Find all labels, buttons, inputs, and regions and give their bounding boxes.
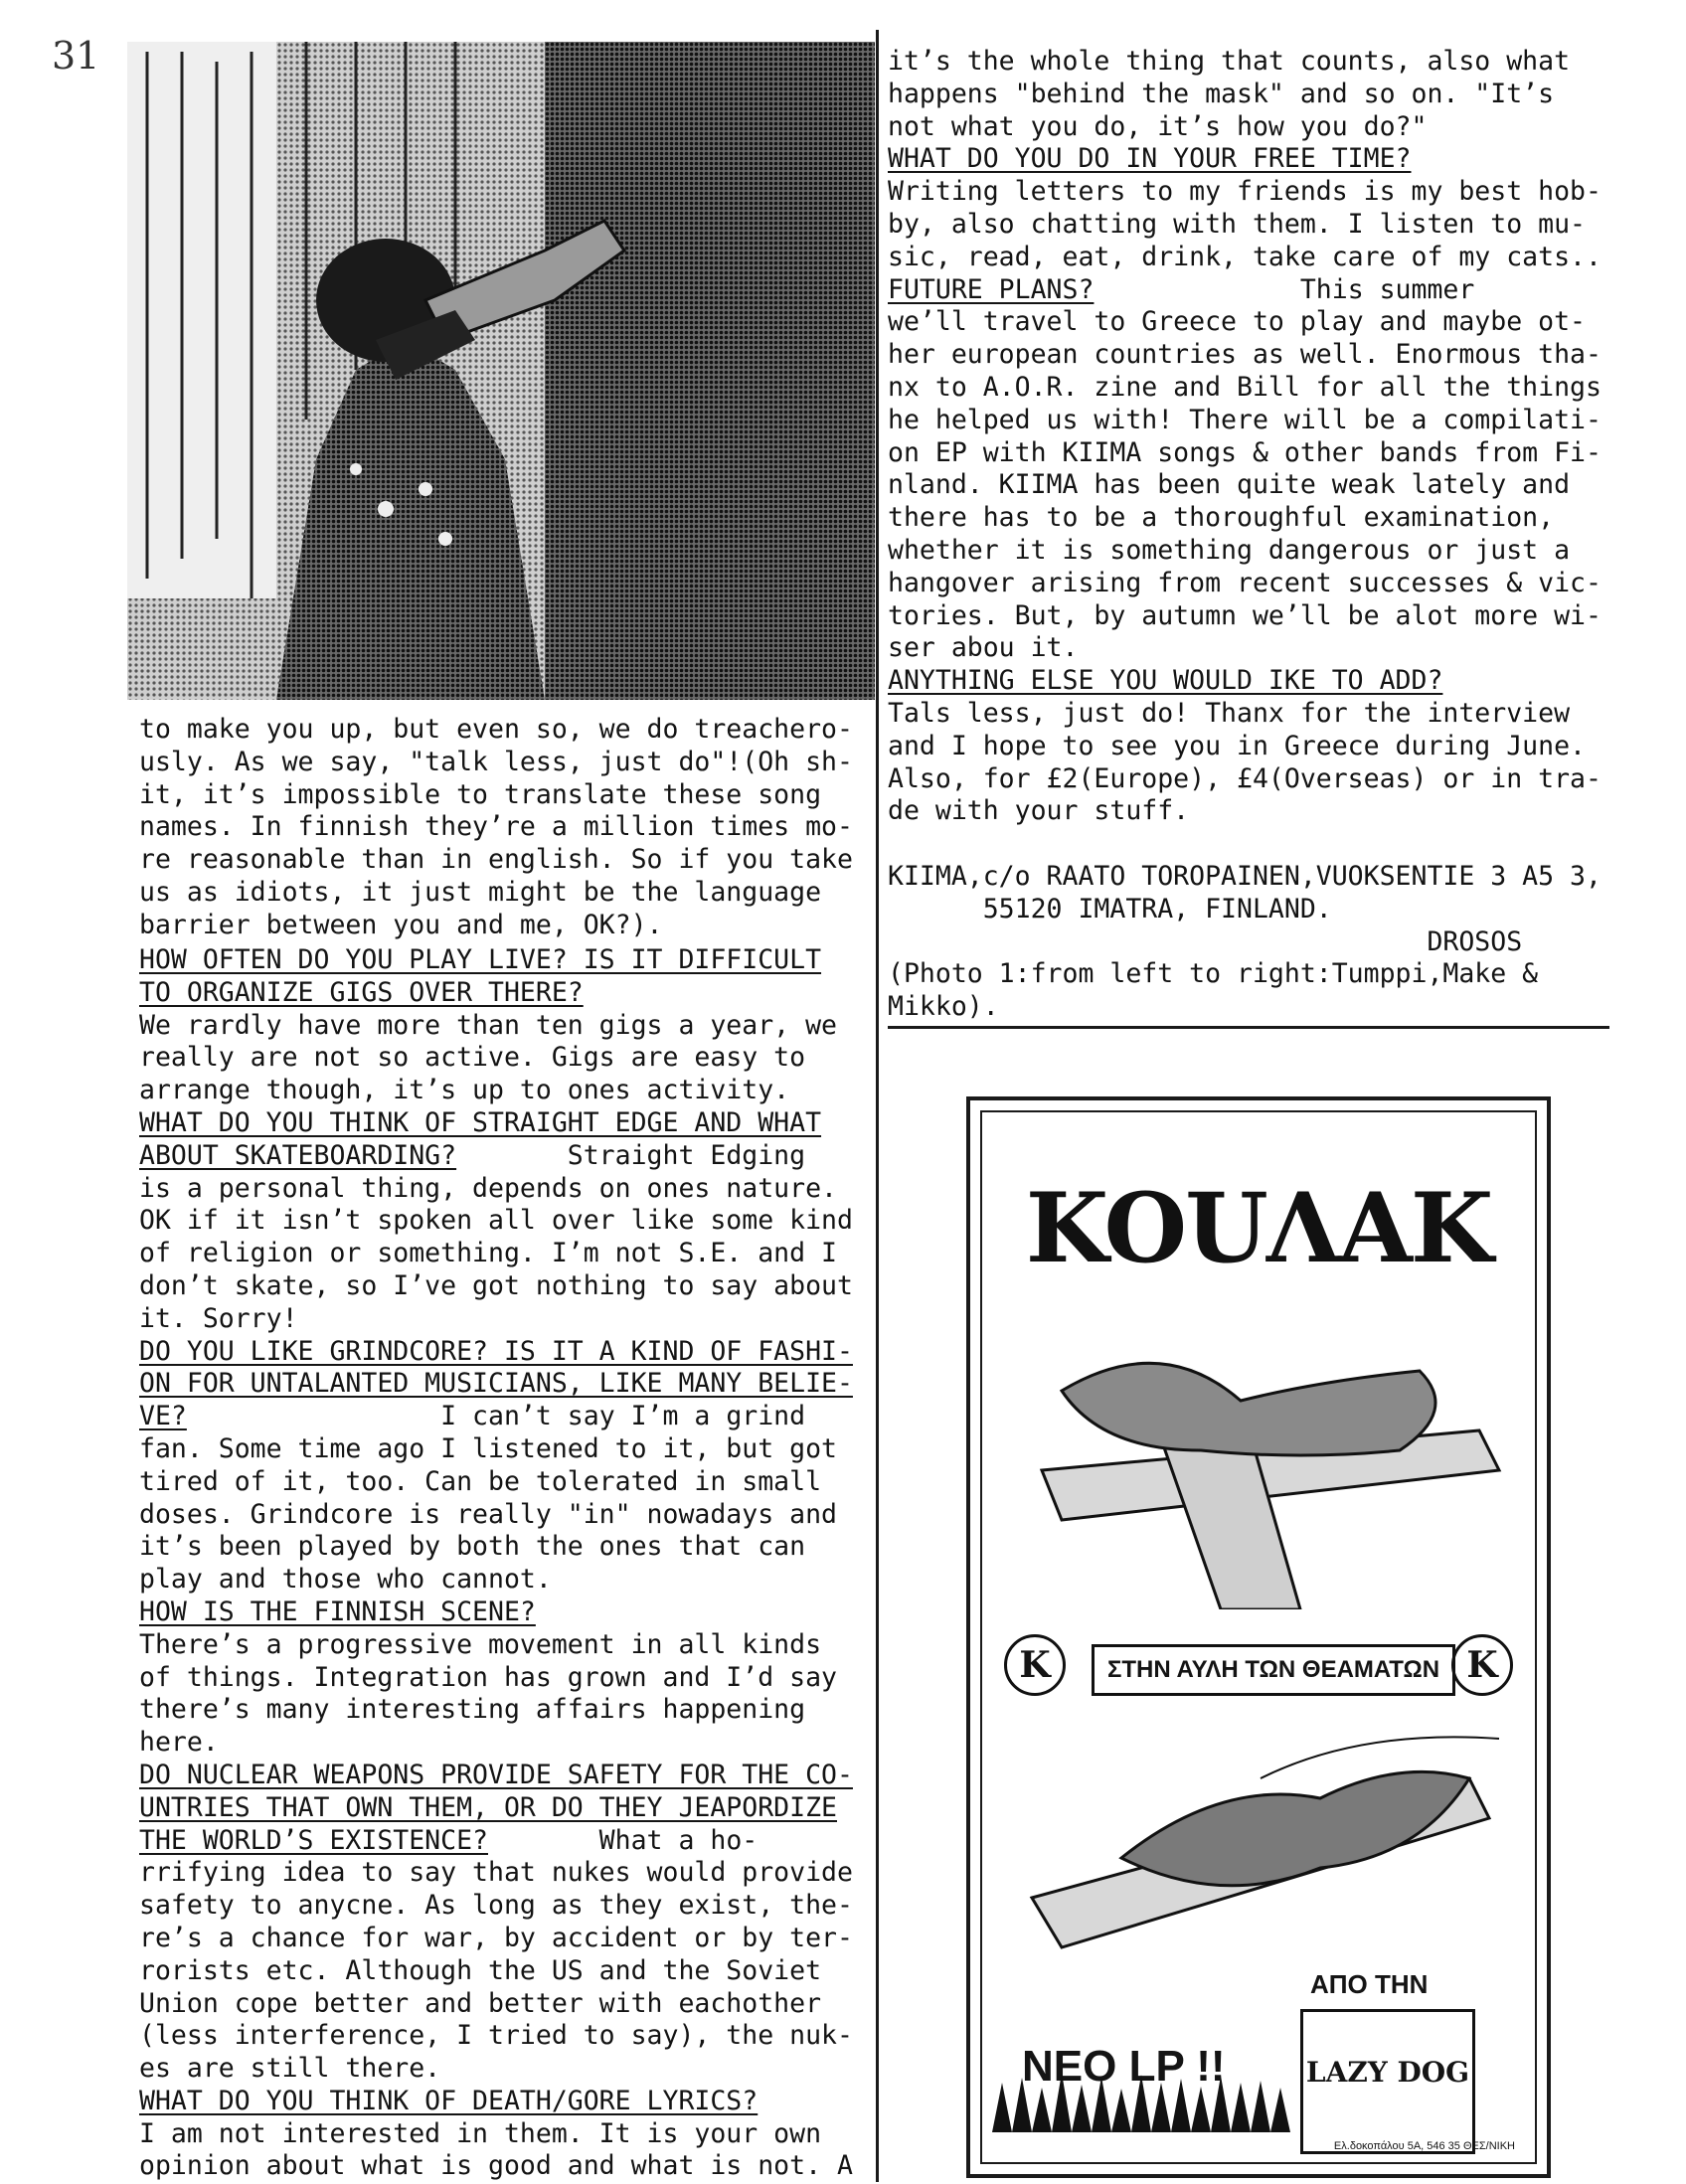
question-line [139, 977, 853, 1010]
question-text: VE? [139, 1401, 187, 1432]
answer-text: there’s many interesting affairs happening [139, 1694, 806, 1726]
answer-line [139, 1662, 853, 1695]
lazy-dog-logo [1300, 2009, 1475, 2154]
question-line [139, 1140, 853, 1173]
ad-address: Ελ.δοκοπάλου 5Α, 546 35 ΘΕΣ/ΝΙΚΗ [1333, 2140, 1515, 2152]
answer-line [888, 763, 1602, 796]
k-emblem-right: K [1451, 1634, 1513, 1696]
question-line [888, 665, 1602, 698]
right-column-interview-text [888, 46, 1602, 1024]
answer-line [888, 405, 1602, 437]
question-line [139, 1107, 853, 1140]
answer-line [139, 1075, 853, 1107]
section-divider [888, 1026, 1609, 1029]
answer-text: arrange though, it’s up to ones activity. [139, 1075, 790, 1106]
question-text: HOW OFTEN DO YOU PLAY LIVE? IS IT DIFFICULT [139, 944, 822, 975]
answer-line [888, 632, 1602, 665]
answer-line [888, 469, 1602, 502]
text-line: it, it’s impossible to translate these song [139, 778, 822, 810]
ad-caption: ΣΤΗΝ ΑΥΛΗ ΤΩΝ ΘΕΑΜΑΤΩΝ [1092, 1644, 1455, 1696]
question-line [139, 1401, 853, 1433]
answer-text: on EP with KIIMA songs & other bands from Fi- [888, 436, 1602, 468]
left-column-top-text [139, 714, 853, 942]
answer-text: of religion or something. I’m not S.E. and I [139, 1238, 837, 1269]
answer-text: DROSOS [888, 925, 1523, 957]
answer-text: it. Sorry! [139, 1302, 298, 1334]
answer-line [139, 1499, 853, 1532]
answer-text: here. [139, 1727, 219, 1759]
page-number: 31 [52, 34, 100, 78]
answer-text: nx to A.O.R. zine and Bill for all the things [888, 371, 1602, 403]
text-line: names. In finnish they’re a million times mo- [139, 811, 853, 843]
answer-line [888, 926, 1602, 959]
answer-line [139, 1531, 853, 1564]
answer-line [139, 2020, 853, 2053]
answer-text: Mikko). [888, 991, 999, 1023]
ad-new-lp-text: NEO LP !! [1022, 2042, 1226, 2091]
answer-text: Writing letters to my friends is my best hob- [888, 176, 1602, 208]
question-text: ABOUT SKATEBOARDING? [139, 1139, 457, 1171]
answer-text: sic, read, eat, drink, take care of my cats.. [888, 241, 1602, 272]
question-line [139, 1760, 853, 1792]
answer-text: really are not so active. Gigs are easy to [139, 1042, 806, 1074]
figure-on-cross-illustration [1002, 1719, 1529, 1977]
answer-text: rrifying idea to say that nukes would provide [139, 1857, 853, 1889]
koulak-logo: KOUΛAK [1025, 1172, 1492, 1284]
answer-text: What a ho- [488, 1824, 759, 1856]
answer-text: Straight Edging [456, 1139, 806, 1171]
answer-line [139, 1857, 853, 1890]
answer-text: KIIMA,c/o RAATO TOROPAINEN,VUOKSENTIE 3 A5 3, [888, 860, 1602, 892]
question-text: THE WORLD’S EXISTENCE? [139, 1824, 488, 1856]
answer-line [888, 991, 1602, 1024]
answer-text: whether it is something dangerous or just a [888, 534, 1571, 566]
answer-text: fan. Some time ago I listened to it, but got [139, 1432, 837, 1464]
answer-line [888, 79, 1602, 111]
answer-text: es are still there. [139, 2053, 441, 2085]
answer-line [139, 1238, 853, 1270]
answer-text: ser abou it. [888, 632, 1079, 664]
answer-text: hangover arising from recent successes & vic- [888, 567, 1602, 598]
question-line [139, 1825, 853, 1858]
answer-text: happens "behind the mask" and so on. "It’s [888, 78, 1555, 109]
text-line: to make you up, but even so, we do treachero- [139, 714, 853, 745]
answer-line [139, 1727, 853, 1760]
answer-text: not what you do, it’s how you do?" [888, 110, 1428, 142]
answer-text: he helped us with! There will be a compilati- [888, 404, 1602, 435]
lazy-dog-label: LAZY DOG [1305, 2056, 1470, 2089]
answer-text: play and those who cannot. [139, 1564, 552, 1596]
question-text: DO YOU LIKE GRINDCORE? IS IT A KIND OF FASHI- [139, 1335, 853, 1367]
answer-text: We rardly have more than ten gigs a year, we [139, 1009, 837, 1041]
answer-line [139, 1629, 853, 1662]
ad-apo-text: ΑΠΟ ΤΗΝ [1310, 1969, 1429, 1999]
answer-text: 55120 IMATRA, FINLAND. [888, 893, 1332, 924]
answer-text: tories. But, by autumn we’ll be alot more wi- [888, 599, 1602, 631]
answer-line [139, 2150, 853, 2183]
answer-text: This summer [1094, 273, 1475, 305]
answer-text: her european countries as well. Enormous tha- [888, 339, 1602, 371]
answer-line [139, 1010, 853, 1043]
answer-text: by, also chatting with them. I listen to mu- [888, 208, 1586, 240]
question-line [888, 274, 1602, 307]
answer-line [888, 176, 1602, 209]
answer-line [888, 894, 1602, 926]
band-photo-trumpet-player [127, 42, 875, 700]
answer-line [139, 1988, 853, 2021]
answer-text: Union cope better and better with eachother [139, 1987, 822, 2019]
question-text: ON FOR UNTALANTED MUSICIANS, LIKE MANY BELIE- [139, 1368, 853, 1400]
question-line [139, 2086, 853, 2118]
answer-text: I am not interested in them. It is your own [139, 2117, 822, 2149]
answer-line [139, 1042, 853, 1075]
text-line: re reasonable than in english. So if you take [139, 844, 853, 876]
answer-line [888, 502, 1602, 535]
question-text: FUTURE PLANS? [888, 273, 1095, 305]
answer-text: (less interference, I tried to say), the nuk- [139, 2020, 853, 2052]
answer-line [139, 2053, 853, 2086]
answer-line [139, 1205, 853, 1238]
question-line [139, 1596, 853, 1629]
answer-text [888, 828, 904, 859]
answer-line [139, 1303, 853, 1336]
answer-line [139, 1270, 853, 1303]
answer-text: rorists etc. Although the US and the Soviet [139, 1954, 822, 1986]
answer-line [888, 698, 1602, 731]
answer-text: safety to anycne. As long as they exist, the- [139, 1890, 853, 1922]
question-text: DO NUCLEAR WEAPONS PROVIDE SAFETY FOR THE CO- [139, 1759, 853, 1790]
answer-text: is a personal thing, depends on ones nature. [139, 1172, 837, 1204]
column-divider [876, 30, 879, 2182]
answer-text: Also, for £2(Europe), £4(Overseas) or in tra- [888, 762, 1602, 794]
answer-text: it’s been played by both the ones that can [139, 1531, 806, 1563]
question-text: WHAT DO YOU THINK OF STRAIGHT EDGE AND WHAT [139, 1106, 822, 1138]
answer-text: it’s the whole thing that counts, also what [888, 46, 1571, 77]
answer-line [888, 242, 1602, 274]
answer-line [888, 958, 1602, 991]
question-line [139, 944, 853, 977]
answer-text: (Photo 1:from left to right:Tumppi,Make & [888, 958, 1539, 990]
answer-text: opinion about what is good and what is not. A [139, 2150, 853, 2182]
answer-text: I can’t say I’m a grind [186, 1401, 806, 1432]
question-text: WHAT DO YOU DO IN YOUR FREE TIME? [888, 143, 1412, 175]
answer-text: Tals less, just do! Thanx for the interview [888, 697, 1571, 729]
flames-decoration [992, 2073, 1290, 2132]
answer-text: don’t skate, so I’ve got nothing to say about [139, 1269, 853, 1301]
answer-line [139, 2118, 853, 2151]
question-text: HOW IS THE FINNISH SCENE? [139, 1596, 536, 1627]
answer-line [888, 600, 1602, 633]
answer-line [888, 535, 1602, 568]
answer-line [888, 339, 1602, 372]
answer-line [139, 1433, 853, 1466]
answer-line [888, 372, 1602, 405]
left-column-interview-text [139, 944, 853, 2183]
text-line: barrier between you and me, OK?). [139, 909, 663, 940]
answer-line [888, 568, 1602, 600]
answer-line [139, 1923, 853, 1955]
k-emblem-left: K [1004, 1634, 1066, 1696]
question-line [139, 1336, 853, 1369]
answer-line [139, 1955, 853, 1988]
question-text: TO ORGANIZE GIGS OVER THERE? [139, 976, 584, 1008]
answer-line [139, 1890, 853, 1923]
answer-line [888, 861, 1602, 894]
question-text: WHAT DO YOU THINK OF DEATH/GORE LYRICS? [139, 2085, 759, 2116]
answer-line [139, 1694, 853, 1727]
answer-text: OK if it isn’t spoken all over like some kind [139, 1205, 853, 1237]
text-line: us as idiots, it just might be the language [139, 876, 822, 908]
answer-line [139, 1466, 853, 1499]
answer-text: There’s a progressive movement in all kinds [139, 1628, 822, 1660]
answer-line [888, 46, 1602, 79]
answer-text: we’ll travel to Greece to play and maybe ot- [888, 306, 1586, 338]
answer-line [139, 1173, 853, 1206]
answer-text: tired of it, too. Can be tolerated in small [139, 1465, 822, 1497]
answer-text: doses. Grindcore is really "in" nowadays and [139, 1498, 837, 1530]
answer-line [888, 306, 1602, 339]
answer-text: and I hope to see you in Greece during June. [888, 730, 1586, 761]
answer-line [888, 111, 1602, 144]
answer-line [888, 828, 1602, 861]
question-text: UNTRIES THAT OWN THEM, OR DO THEY JEAPORDIZE [139, 1791, 837, 1823]
crucified-figure-illustration [1002, 1311, 1529, 1609]
answer-line [888, 437, 1602, 470]
answer-line [139, 1564, 853, 1596]
answer-text: there has to be a thoroughful examination, [888, 502, 1555, 534]
question-line [139, 1792, 853, 1825]
answer-text: nland. KIIMA has been quite weak lately and [888, 469, 1571, 501]
question-line [888, 143, 1602, 176]
koulak-advertisement [966, 1096, 1551, 2178]
question-text: ANYTHING ELSE YOU WOULD IKE TO ADD? [888, 665, 1443, 697]
answer-line [888, 209, 1602, 242]
answer-text: re’s a chance for war, by accident or by ter- [139, 1922, 853, 1953]
answer-text: de with your stuff. [888, 795, 1190, 827]
answer-text: of things. Integration has grown and I’d say [139, 1661, 837, 1693]
answer-line [888, 731, 1602, 763]
answer-line [888, 795, 1602, 828]
question-line [139, 1368, 853, 1401]
text-line: usly. As we say, "talk less, just do"!(Oh sh- [139, 746, 853, 777]
